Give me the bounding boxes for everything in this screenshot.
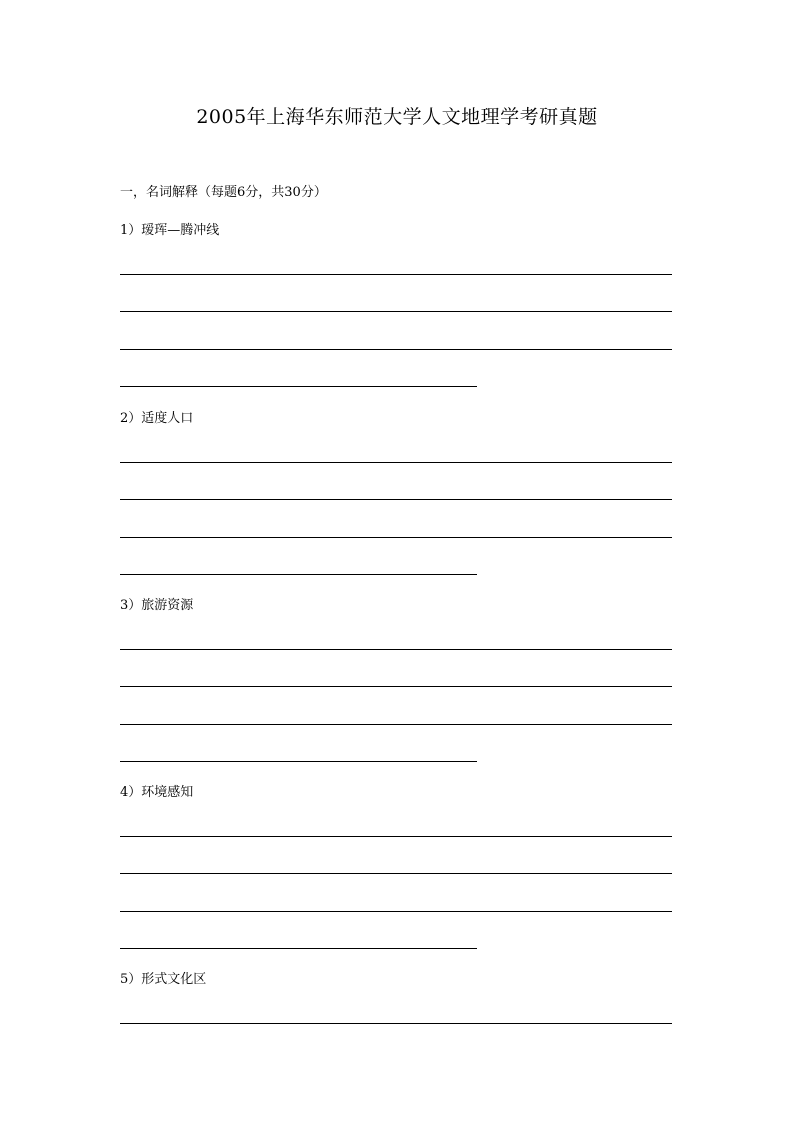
answer-line: [120, 836, 672, 837]
answer-line: [120, 911, 672, 912]
answer-line: [120, 537, 672, 538]
question-block: [120, 410, 680, 590]
question-label: 1）瑷珲—腾冲线: [120, 223, 220, 238]
question-block: [120, 971, 680, 1031]
answer-line: [120, 274, 672, 275]
page-title: 2005年上海华东师范大学人文地理学考研真题: [196, 106, 598, 128]
answer-line: [120, 311, 672, 312]
question-label: 5）形式文化区: [120, 972, 207, 987]
section-heading: 一，名词解释（每题6分，共30分）: [120, 185, 327, 200]
question-label: 2）适度人口: [120, 411, 194, 426]
question-block: [120, 784, 680, 964]
question-label: 4）环境感知: [120, 785, 194, 800]
answer-line: [120, 686, 672, 687]
answer-line: [120, 649, 672, 650]
answer-line: [120, 1023, 672, 1024]
question-label: 3）旅游资源: [120, 598, 194, 613]
answer-line: [120, 574, 477, 575]
question-block: [120, 222, 680, 402]
answer-line: [120, 349, 672, 350]
answer-line: [120, 462, 672, 463]
answer-line: [120, 761, 477, 762]
answer-line: [120, 724, 672, 725]
answer-line: [120, 948, 477, 949]
answer-line: [120, 499, 672, 500]
answer-line: [120, 873, 672, 874]
answer-line: [120, 386, 477, 387]
question-block: [120, 597, 680, 777]
